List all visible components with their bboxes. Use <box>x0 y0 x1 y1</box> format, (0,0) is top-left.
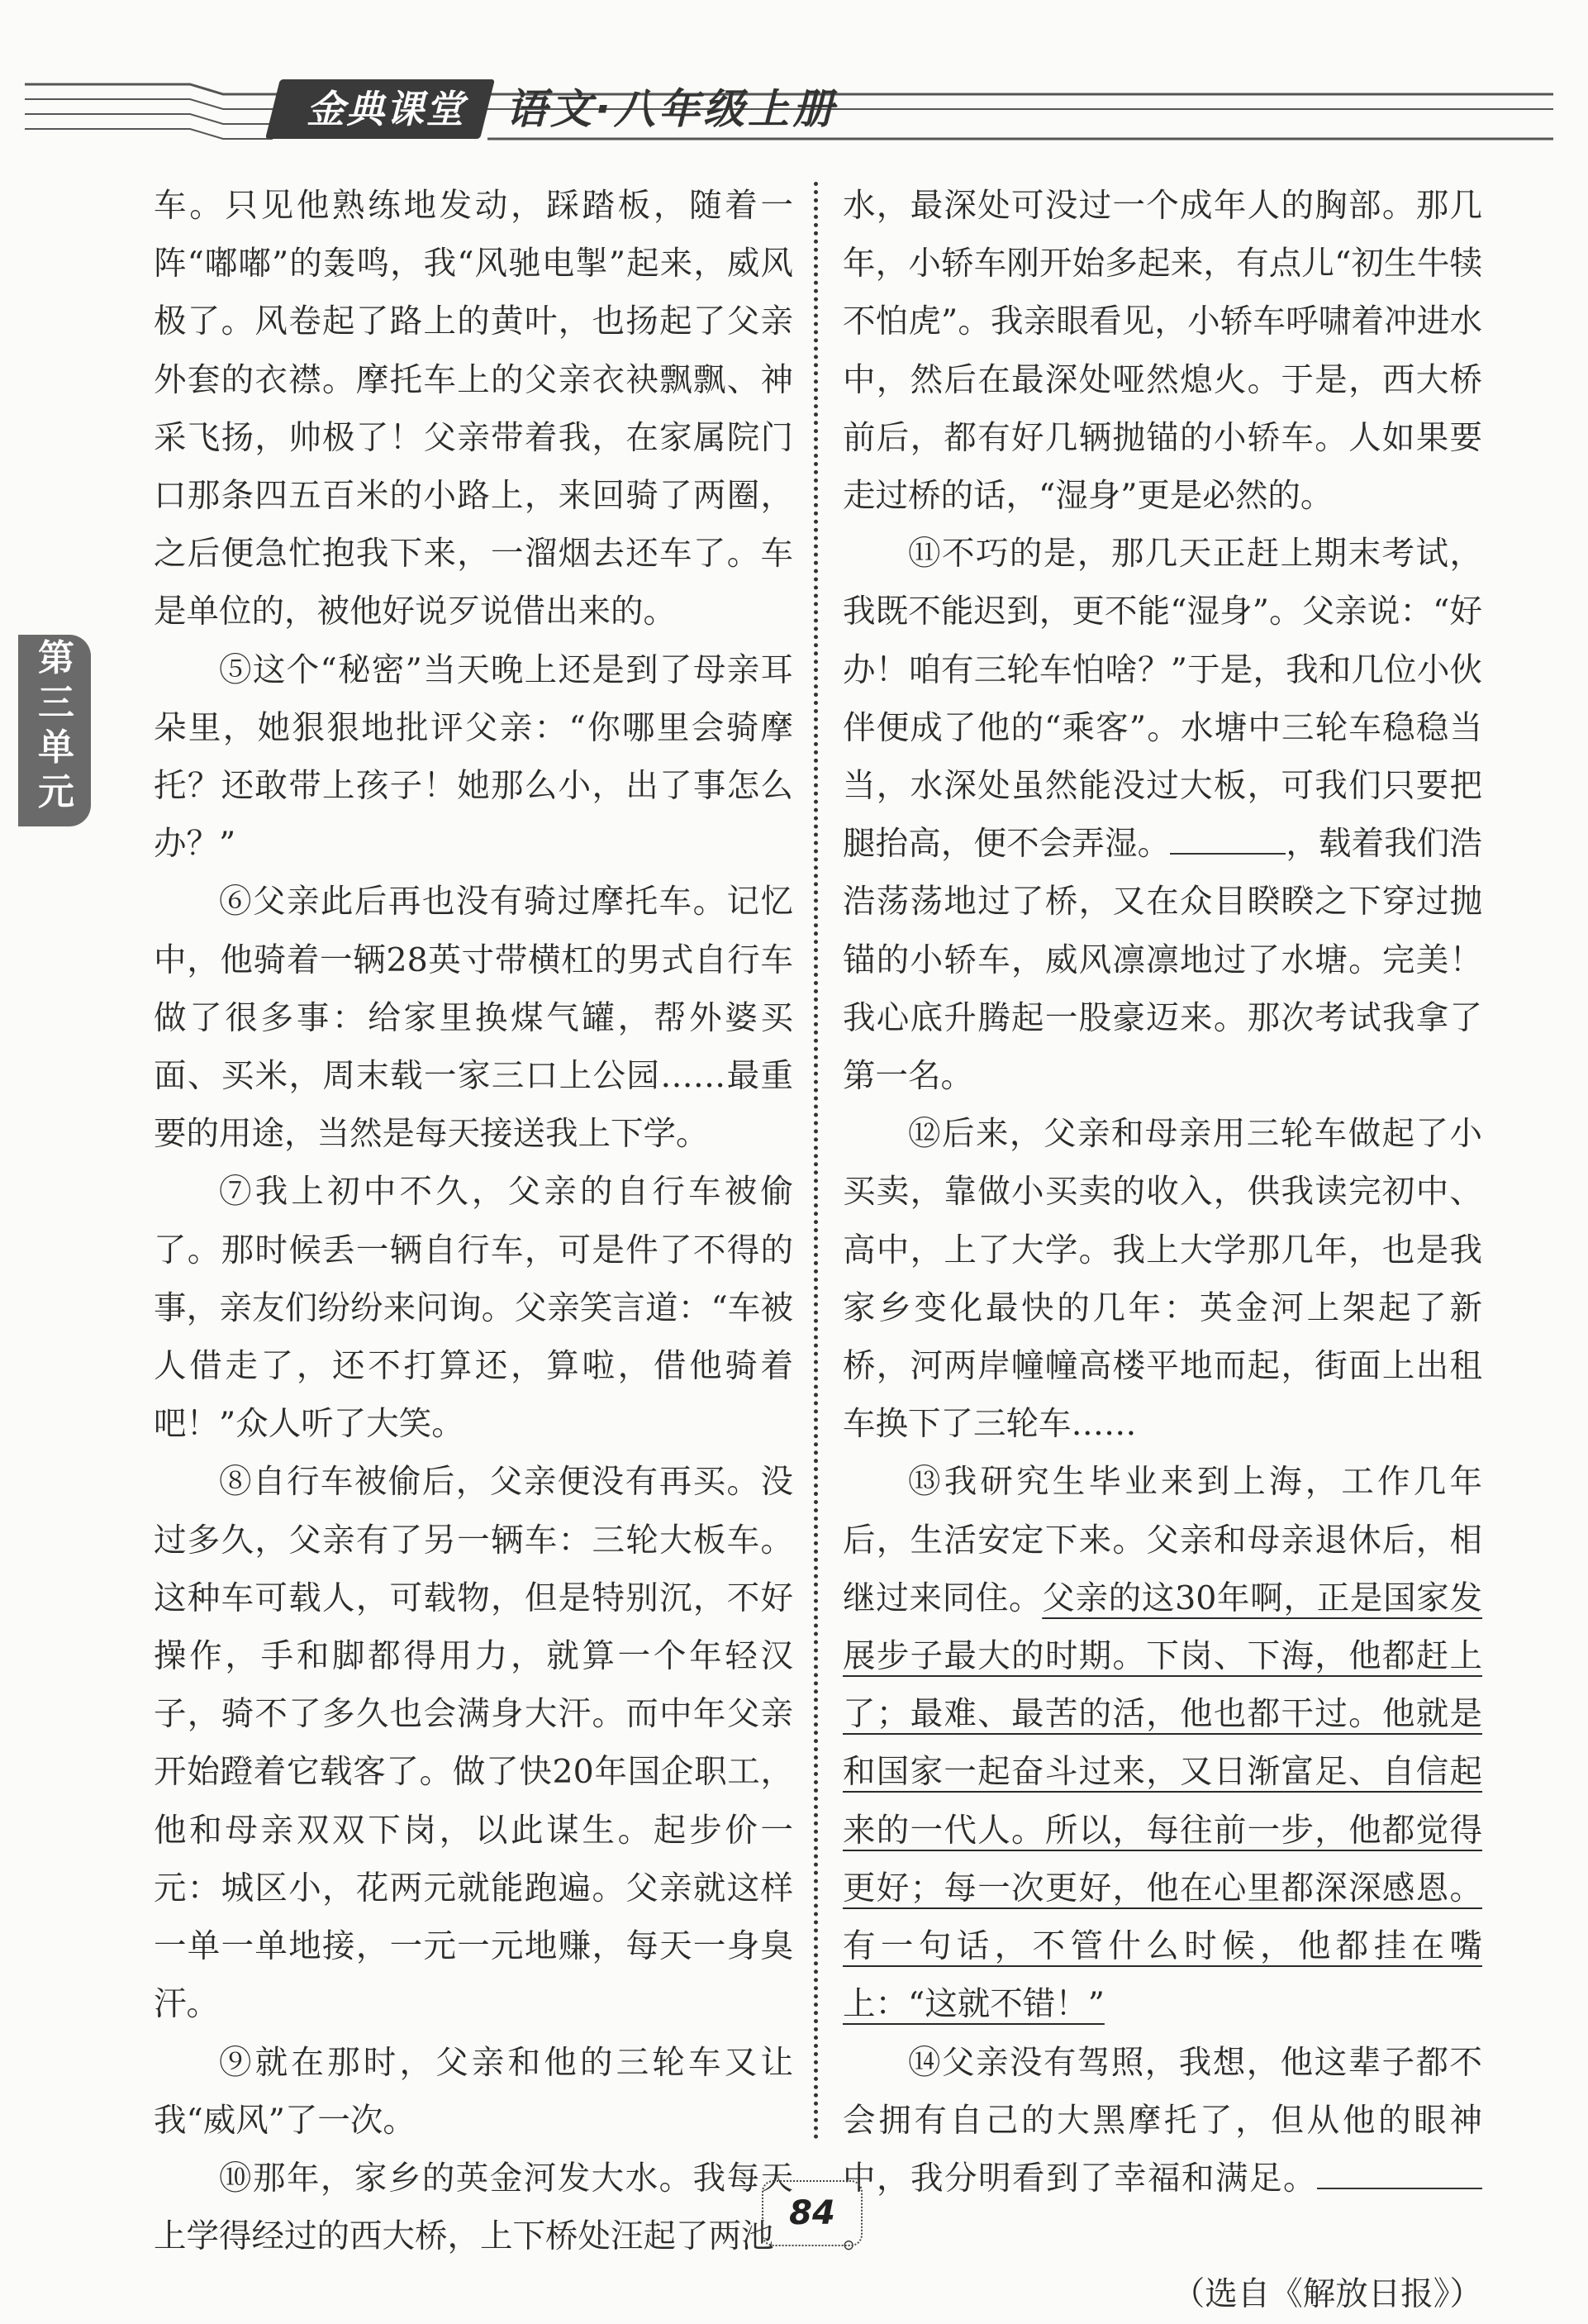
paragraph-6: ⑥父亲此后再也没有骑过摩托车。记忆中，他骑着一辆28英寸带横杠的男式自行车做了很多事：给家里换煤气罐，帮外婆买面、买米，周末载一家三口上公园……最重要的用途，当然是每天接送我上下学。 <box>154 883 793 1154</box>
paragraph-5: ⑤这个“秘密”当天晚上还是到了母亲耳朵里，她狠狠地批评父亲：“你哪里会骑摩托？还敢带上孩子！她那么小，出了事怎么办？” <box>154 650 793 864</box>
paragraph-11 <box>843 525 1482 1105</box>
fill-blank-2[interactable] <box>1317 2155 1482 2189</box>
page-number: 84 <box>789 2194 835 2232</box>
paragraph-9: ⑨就在那时，父亲和他的三轮车又让我“威风”了一次。 <box>154 2043 793 2140</box>
paragraph-13-text: ⑬我研究生毕业来到上海，工作几年后，生活安定下来。父亲和母亲退休后，相继过来同住。 <box>843 1463 1482 1617</box>
paragraph-8: ⑧自行车被偷后，父亲便没有再买。没过多久，父亲有了另一辆车：三轮大板车。这种车可载人，可载物，但是特别沉，不好操作，手和脚都得用力，就算一个年轻汉子，骑不了多久也会满身大汗。而中年父亲开始蹬着它载客了。做了快20年国企职工，他和母亲双双下岗，以此谋生。起步价一元：城区小，花两元就能跑遍。父亲就这样一单一单地接，一元一元地赚，每天一身臭汗。 <box>154 1463 793 2024</box>
paragraph-10: ⑩那年，家乡的英金河发大水。我每天上学得经过的西大桥，上下桥处汪起了两池 <box>154 2159 793 2256</box>
paragraph-12: ⑫后来，父亲和母亲用三轮车做起了小买卖，靠做小买卖的收入，供我读完初中、高中，上了大学。我上大学那几年，也是我家乡变化最快的几年：英金河上架起了新桥，河两岸幢幢高楼平地而起，街面上出租车换下了三轮车…… <box>843 1115 1482 1444</box>
left-column <box>154 177 793 2265</box>
book-title: 语文·八年级上册 <box>506 85 837 133</box>
paragraph-14-end: 。 <box>843 2217 876 2256</box>
fill-blank-1[interactable] <box>1170 820 1286 855</box>
paragraph-14-text: ⑭父亲没有驾照，我想，他这辈子都不会拥有自己的大黑摩托了，但从他的眼神中，我分明看到了幸福和满足。 <box>843 2043 1482 2198</box>
paragraph-14 <box>843 2034 1482 2266</box>
underlined-passage: 父亲的这30年啊，正是国家发展步子最大的时期。下岗、下海，他都赶上了；最难、最苦的活，他也都干过。他就是和国家一起奋斗过来，又日渐富足、自信起来的一代人。所以，每往前一步，他都觉得更好；每一次更好，他在心里都深深感恩。有一句话，不管什么时候，他都挂在嘴上：“这就不错！” <box>843 1579 1483 2024</box>
paragraph-4-continued: 车。只见他熟练地发动，踩踏板，随着一阵“嘟嘟”的轰鸣，我“风驰电掣”起来，威风极了。风卷起了路上的黄叶，也扬起了父亲外套的衣襟。摩托车上的父亲衣袂飘飘、神采飞扬，帅极了！父亲带着我，在家属院门口那条四五百米的小路上，来回骑了两圈，之后便急忙抱我下来，一溜烟去还车了。车是单位的，被他好说歹说借出来的。 <box>154 187 793 631</box>
paragraph-13 <box>843 1453 1482 2033</box>
paragraph-11-text-b: ，载着我们浩浩荡荡地过了桥，又在众目睽睽之下穿过抛锚的小轿车，威风凛凛地过了水塘。完美！我心底升腾起一股豪迈来。那次考试我拿了第一名。 <box>843 825 1482 1096</box>
brand-name: 金典课堂 <box>307 87 465 131</box>
paragraph-7: ⑦我上初中不久，父亲的自行车被偷了。那时候丢一辆自行车，可是件了不得的事，亲友们纷纷来问询。父亲笑言道：“车被人借走了，还不打算还，算啦，借他骑着吧！”众人听了大笑。 <box>154 1173 793 1444</box>
column-divider <box>814 182 818 2141</box>
unit-tab-label: 第三单元 <box>38 637 74 813</box>
right-column <box>843 177 1482 2324</box>
paragraph-10-continued: 水，最深处可没过一个成年人的胸部。那几年，小轿车刚开始多起来，有点儿“初生牛犊不怕虎”。我亲眼看见，小轿车呼啸着冲进水中，然后在最深处哑然熄火。于是，西大桥前后，都有好几辆抛锚的小轿车。人如果要走过桥的话，“湿身”更是必然的。 <box>843 187 1482 516</box>
source-citation: （选自《解放日报》） <box>1172 2275 1482 2314</box>
paragraph-11-text-a: ⑪不巧的是，那几天正赶上期末考试，我既不能迟到，更不能“湿身”。父亲说：“好办！咱有三轮车怕啥？”于是，我和几位小伙伴便成了他的“乘客”。水塘中三轮车稳稳当当，水深处虽然能没过大板，可我们只要把腿抬高，便不会弄湿。 <box>843 535 1482 864</box>
